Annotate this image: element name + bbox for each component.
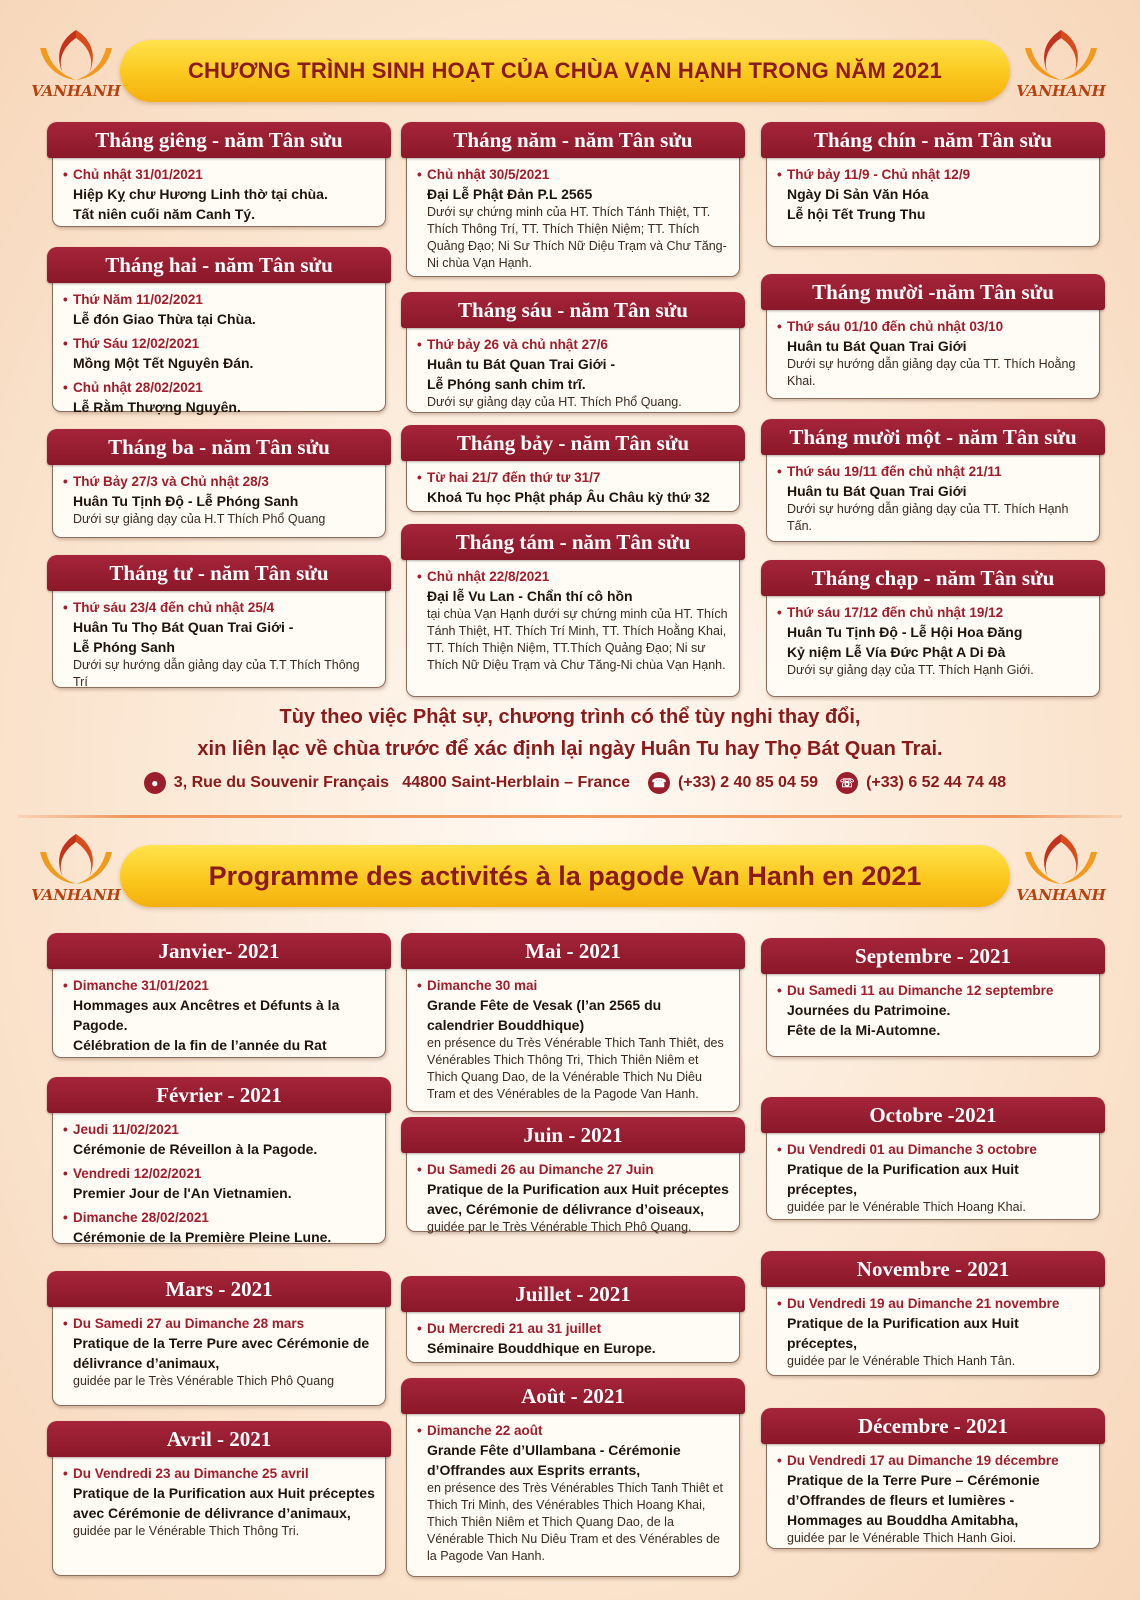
month-header: Août - 2021 xyxy=(401,1378,745,1414)
event-date: • Dimanche 28/02/2021 xyxy=(73,1209,375,1227)
logo-text: VANHANH xyxy=(1016,886,1106,904)
month-header: Septembre - 2021 xyxy=(761,938,1105,974)
event-title: Pratique de la Purification aux Huit préceptes avec, Cérémonie de délivrance d’oiseaux, xyxy=(427,1181,729,1217)
vn-month-card-6 xyxy=(406,297,740,413)
logo-text: VANHANH xyxy=(31,886,121,904)
month-body xyxy=(767,1139,1099,1224)
month-body xyxy=(407,334,739,419)
event-item xyxy=(787,1452,1089,1547)
vn-month-card-12 xyxy=(766,565,1100,697)
event-description: Dưới sự hướng dẫn giảng dạy của T.T Thích Thông Trí xyxy=(73,658,360,689)
event-date: • Thứ sáu 01/10 đến chủ nhật 03/10 xyxy=(787,318,1089,336)
event-title: Lễ hội Tết Trung Thu xyxy=(787,206,926,222)
month-body xyxy=(767,316,1099,398)
event-description: guidée par le Vénérable Thich Hanh Tân. xyxy=(787,1354,1016,1368)
vn-month-card-4 xyxy=(52,560,386,689)
logo-text: VANHANH xyxy=(1016,82,1106,100)
event-item xyxy=(73,473,375,528)
vn-month-card-3 xyxy=(52,434,386,538)
event-description: Dưới sự giảng dạy của TT. Thích Hạnh Giới. xyxy=(787,663,1034,677)
event-date: • Chủ nhật 22/8/2021 xyxy=(427,568,729,586)
month-body xyxy=(767,980,1099,1048)
event-item xyxy=(73,1121,375,1159)
month-body xyxy=(407,1420,739,1573)
event-title: Grande Fête d’Ullambana - Cérémonie d’Offrandes aux Esprits errants, xyxy=(427,1442,681,1478)
event-item xyxy=(427,469,729,507)
month-body xyxy=(767,602,1099,687)
event-date: • Du Samedi 11 au Dimanche 12 septembre xyxy=(787,982,1089,1000)
event-date: • Chủ nhật 30/5/2021 xyxy=(427,166,729,184)
month-header: Tháng mười -năm Tân sửu xyxy=(761,274,1105,310)
event-title: Huân tu Bát Quan Trai Giới xyxy=(787,338,967,354)
month-body xyxy=(767,164,1099,232)
month-header: Mai - 2021 xyxy=(401,933,745,969)
vn-month-card-5 xyxy=(406,127,740,277)
section-divider xyxy=(18,815,1122,818)
event-title: Cérémonie de Réveillon à la Pagode. xyxy=(73,1141,318,1157)
month-body xyxy=(53,1119,385,1255)
event-title: Célébration de la fin de l’année du Rat xyxy=(73,1037,327,1053)
event-title: Lễ Rằm Thượng Nguyên. xyxy=(73,399,241,415)
event-title: Pratique de la Terre Pure avec Cérémonie de délivrance d’animaux, xyxy=(73,1335,370,1371)
event-date: • Du Samedi 27 au Dimanche 28 mars xyxy=(73,1315,375,1333)
phone-text[interactable]: (+33) 2 40 85 04 59 xyxy=(677,774,819,791)
event-title: Huân tu Bát Quan Trai Giới xyxy=(787,483,967,499)
event-title: Lễ đón Giao Thừa tại Chùa. xyxy=(73,311,256,327)
event-item xyxy=(787,604,1089,679)
month-header: Mars - 2021 xyxy=(47,1271,391,1307)
event-item xyxy=(73,1315,375,1390)
fr-month-card-9 xyxy=(766,943,1100,1057)
lotus-flame-icon xyxy=(1015,26,1107,86)
event-description: guidée par le Vénérable Thich Thông Tri. xyxy=(73,1524,300,1538)
fr-month-card-5 xyxy=(406,938,740,1112)
month-header: Tháng tư - năm Tân sửu xyxy=(47,555,391,591)
event-item xyxy=(73,1209,375,1247)
event-title: Hiệp Kỵ chư Hương Linh thờ tại chùa. xyxy=(73,186,328,202)
fr-month-card-11 xyxy=(766,1256,1100,1376)
month-header: Novembre - 2021 xyxy=(761,1251,1105,1287)
event-title: Pratique de la Terre Pure – Cérémonie d’Offrandes de fleurs et lumières - xyxy=(787,1472,1040,1508)
month-header: Tháng hai - năm Tân sửu xyxy=(47,247,391,283)
event-item xyxy=(427,1320,729,1358)
event-date: • Thứ bảy 26 và chủ nhật 27/6 xyxy=(427,336,729,354)
month-body xyxy=(407,467,739,515)
event-title: Đại lễ Vu Lan - Chẩn thí cô hồn xyxy=(427,588,633,604)
event-date: • Du Vendredi 19 au Dimanche 21 novembre xyxy=(787,1295,1089,1313)
fr-banner-title: Programme des activités à la pagode Van Hanh en 2021 xyxy=(120,845,1010,907)
event-date: • Du Vendredi 17 au Dimanche 19 décembre xyxy=(787,1452,1089,1470)
vn-banner-title: CHƯƠNG TRÌNH SINH HOẠT CỦA CHÙA VẠN HẠNH TRONG NĂM 2021 xyxy=(120,40,1010,102)
event-date: • Thứ Bảy 27/3 và Chủ nhật 28/3 xyxy=(73,473,375,491)
event-title: Lễ Phóng sanh chim trĩ. xyxy=(427,376,586,392)
month-body xyxy=(53,164,385,232)
event-date: • Chủ nhật 28/02/2021 xyxy=(73,379,375,397)
month-body xyxy=(407,1159,739,1244)
event-date: • Dimanche 22 août xyxy=(427,1422,729,1440)
notice-line-1: Tùy theo việc Phật sự, chương trình có thể tùy nghi thay đổi, xyxy=(279,706,861,728)
event-item xyxy=(73,379,375,417)
event-date: • Du Vendredi 23 au Dimanche 25 avril xyxy=(73,1465,375,1483)
fr-month-card-6 xyxy=(406,1122,740,1234)
vn-month-card-9 xyxy=(766,127,1100,247)
contact-bar xyxy=(0,770,1140,796)
event-item xyxy=(427,336,729,411)
event-date: • Chủ nhật 31/01/2021 xyxy=(73,166,375,184)
logo-top-right xyxy=(1015,26,1107,104)
month-header: Tháng chạp - năm Tân sửu xyxy=(761,560,1105,596)
event-item xyxy=(73,1465,375,1540)
event-item xyxy=(427,568,729,674)
event-title: Séminaire Bouddhique en Europe. xyxy=(427,1340,656,1356)
month-header: Tháng sáu - năm Tân sửu xyxy=(401,292,745,328)
event-title: Lễ Phóng Sanh xyxy=(73,639,175,655)
month-body xyxy=(767,1450,1099,1555)
month-header: Tháng tám - năm Tân sửu xyxy=(401,524,745,560)
event-item xyxy=(787,1295,1089,1370)
event-description: en présence des Très Vénérables Thich Tanh Thiêt et Thich Tri Minh, des Vénérables Thich Hoang Khai, Thich Thiên Niêm et Thich Quang Dao, de la Vénérable Thich Nu Diêu Tram et des Vénérables de la Pagode Van Hanh. xyxy=(427,1481,724,1563)
event-item xyxy=(787,318,1089,390)
event-date: • Vendredi 12/02/2021 xyxy=(73,1165,375,1183)
address-text: 3, Rue du Souvenir Français 44800 Saint-Herblain – France xyxy=(173,774,630,791)
event-item xyxy=(73,166,375,224)
month-body xyxy=(407,1318,739,1366)
vn-month-card-1 xyxy=(52,127,386,227)
event-title: Huân tu Bát Quan Trai Giới - xyxy=(427,356,616,372)
month-header: Tháng mười một - năm Tân sửu xyxy=(761,419,1105,455)
fr-month-card-3 xyxy=(52,1276,386,1406)
fr-month-card-1 xyxy=(52,938,386,1058)
event-description: guidée par le Vénérable Thich Hanh Gioi. xyxy=(787,1531,1017,1545)
month-header: Tháng ba - năm Tân sửu xyxy=(47,429,391,465)
month-body xyxy=(53,975,385,1063)
event-item xyxy=(73,977,375,1055)
event-item xyxy=(73,291,375,329)
lotus-flame-icon xyxy=(30,26,122,86)
event-date: • Jeudi 11/02/2021 xyxy=(73,1121,375,1139)
notice-line-2: xin liên lạc về chùa trước để xác định lại ngày Huân Tu hay Thọ Bát Quan Trai. xyxy=(197,738,943,760)
mobile-icon: ☏ xyxy=(836,772,858,794)
month-body xyxy=(53,289,385,425)
event-title: Ngày Di Sản Văn Hóa xyxy=(787,186,929,202)
event-title: Kỷ niệm Lễ Vía Đức Phật A Di Đà xyxy=(787,644,1006,660)
vn-month-card-7 xyxy=(406,430,740,512)
event-date: • Từ hai 21/7 đến thứ tư 31/7 xyxy=(427,469,729,487)
event-description: Dưới sự giảng dạy của H.T Thích Phổ Quang xyxy=(73,512,326,526)
event-title: Đại Lễ Phật Đản P.L 2565 xyxy=(427,186,593,202)
event-description: Dưới sự hướng dẫn giảng dạy của TT. Thích Hạnh Tấn. xyxy=(787,502,1069,533)
month-body xyxy=(407,975,739,1111)
month-body xyxy=(53,471,385,536)
month-header: Octobre -2021 xyxy=(761,1097,1105,1133)
event-description: Dưới sự hướng dẫn giảng dạy của TT. Thích Hoằng Khai. xyxy=(787,357,1076,388)
month-header: Tháng giêng - năm Tân sửu xyxy=(47,122,391,158)
event-date: • Thứ sáu 17/12 đến chủ nhật 19/12 xyxy=(787,604,1089,622)
month-header: Tháng bảy - năm Tân sửu xyxy=(401,425,745,461)
event-date: • Thứ Năm 11/02/2021 xyxy=(73,291,375,309)
event-date: • Dimanche 31/01/2021 xyxy=(73,977,375,995)
month-header: Décembre - 2021 xyxy=(761,1408,1105,1444)
event-title: Huân Tu Tịnh Độ - Lễ Hội Hoa Đăng xyxy=(787,624,1023,640)
event-date: • Du Samedi 26 au Dimanche 27 Juin xyxy=(427,1161,729,1179)
vn-month-card-2 xyxy=(52,252,386,415)
event-item xyxy=(787,166,1089,224)
event-item xyxy=(73,599,375,691)
event-date: • Thứ Sáu 12/02/2021 xyxy=(73,335,375,353)
event-item xyxy=(787,982,1089,1040)
month-header: Avril - 2021 xyxy=(47,1421,391,1457)
event-description: en présence du Très Vénérable Thich Tanh Thiêt, des Vénérables Thich Thông Tri, Thich Thiên Niêm et Thich Quang Dao, de la Vénérable Thich Nu Diêu Tram et des Vénérables de la Pagode Van Hanh. xyxy=(427,1036,724,1101)
vn-month-card-8 xyxy=(406,529,740,697)
event-title: Mồng Một Tết Nguyên Đán. xyxy=(73,355,254,371)
month-header: Juillet - 2021 xyxy=(401,1276,745,1312)
logo-mid-left xyxy=(30,830,122,908)
event-date: • Thứ bảy 11/9 - Chủ nhật 12/9 xyxy=(787,166,1089,184)
event-item xyxy=(427,1161,729,1236)
event-date: • Thứ sáu 19/11 đến chủ nhật 21/11 xyxy=(787,463,1089,481)
event-title: Pratique de la Purification aux Huit préceptes avec Cérémonie de délivrance d’animaux, xyxy=(73,1485,375,1521)
logo-text: VANHANH xyxy=(31,82,121,100)
month-body xyxy=(767,461,1099,543)
fr-month-card-10 xyxy=(766,1102,1100,1220)
month-body xyxy=(767,1293,1099,1378)
lotus-flame-icon xyxy=(30,830,122,890)
phone-icon: ☎ xyxy=(648,772,670,794)
event-title: Huân Tu Tịnh Độ - Lễ Phóng Sanh xyxy=(73,493,299,509)
fr-month-card-7 xyxy=(406,1281,740,1363)
month-header: Tháng chín - năm Tân sửu xyxy=(761,122,1105,158)
mobile-text[interactable]: (+33) 6 52 44 74 48 xyxy=(866,774,1007,791)
month-header: Janvier- 2021 xyxy=(47,933,391,969)
event-item xyxy=(427,977,729,1103)
event-title: Pratique de la Purification aux Huit préceptes, xyxy=(787,1315,1019,1351)
month-body xyxy=(407,566,739,682)
event-description: guidée par le Très Vénérable Thich Phô Quang. xyxy=(427,1220,692,1234)
event-date: • Du Vendredi 01 au Dimanche 3 octobre xyxy=(787,1141,1089,1159)
event-description: Dưới sự giảng dạy của HT. Thích Phổ Quang. xyxy=(427,395,682,409)
vn-month-card-10 xyxy=(766,279,1100,399)
lotus-flame-icon xyxy=(1015,830,1107,890)
month-body xyxy=(53,597,385,699)
event-title: Fête de la Mi-Automne. xyxy=(787,1022,941,1038)
event-description: Dưới sự chứng minh của HT. Thích Tánh Thiệt, TT. Thích Thông Trí, TT. Thích Thiện Niệm; TT. Thích Quảng Đạo; Ni Sư Thích Nữ Diệu Trạm và Chư Tăng-Ni chùa Vạn Hạnh. xyxy=(427,205,727,270)
month-body xyxy=(53,1463,385,1548)
vn-month-card-11 xyxy=(766,424,1100,542)
logo-mid-right xyxy=(1015,830,1107,908)
event-date: • Dimanche 30 mai xyxy=(427,977,729,995)
event-title: Premier Jour de l'An Vietnamien. xyxy=(73,1185,292,1201)
month-header: Tháng năm - năm Tân sửu xyxy=(401,122,745,158)
location-icon: ● xyxy=(144,772,166,794)
event-date: • Du Mercredi 21 au 31 juillet xyxy=(427,1320,729,1338)
event-item xyxy=(787,1141,1089,1216)
event-item xyxy=(73,1165,375,1203)
event-description: tại chùa Vạn Hạnh dưới sự chứng minh của HT. Thích Tánh Thiệt, HT. Thích Trí Minh, TT. Thích Hoằng Khai, TT. Thích Thiện Niệm, TT.Thích Quảng Đạo; Ni sư Thích Nữ Diệu Trạm và Chư Tăng-Ni chùa Vạn Hạnh. xyxy=(427,607,728,672)
fr-month-card-4 xyxy=(52,1426,386,1576)
event-title: Cérémonie de la Première Pleine Lune. xyxy=(73,1229,332,1245)
fr-month-card-2 xyxy=(52,1082,386,1245)
month-header: Juin - 2021 xyxy=(401,1117,745,1153)
event-title: Tất niên cuối năm Canh Tý. xyxy=(73,206,256,222)
event-title: Hommages aux Ancêtres et Défunts à la Pagode. xyxy=(73,997,340,1033)
month-header: Février - 2021 xyxy=(47,1077,391,1113)
event-description: guidée par le Vénérable Thich Hoang Khai. xyxy=(787,1200,1026,1214)
event-title: Khoá Tu học Phật pháp Âu Châu kỳ thứ 32 xyxy=(427,489,710,505)
event-title: Huân Tu Thọ Bát Quan Trai Giới - xyxy=(73,619,294,635)
logo-top-left xyxy=(30,26,122,104)
event-title: Grande Fête de Vesak (l’an 2565 du calendrier Bouddhique) xyxy=(427,997,662,1033)
event-date: • Thứ sáu 23/4 đến chủ nhật 25/4 xyxy=(73,599,375,617)
event-title: Pratique de la Purification aux Huit préceptes, xyxy=(787,1161,1019,1197)
event-item xyxy=(73,335,375,373)
event-title: Journées du Patrimoine. xyxy=(787,1002,951,1018)
month-body xyxy=(407,164,739,280)
event-item xyxy=(787,463,1089,535)
fr-month-card-12 xyxy=(766,1413,1100,1549)
event-title: Hommages au Bouddha Amitabha, xyxy=(787,1512,1019,1528)
event-description: guidée par le Très Vénérable Thich Phô Quang xyxy=(73,1374,335,1388)
month-body xyxy=(53,1313,385,1398)
event-item xyxy=(427,1422,729,1565)
event-item xyxy=(427,166,729,272)
fr-month-card-8 xyxy=(406,1383,740,1577)
